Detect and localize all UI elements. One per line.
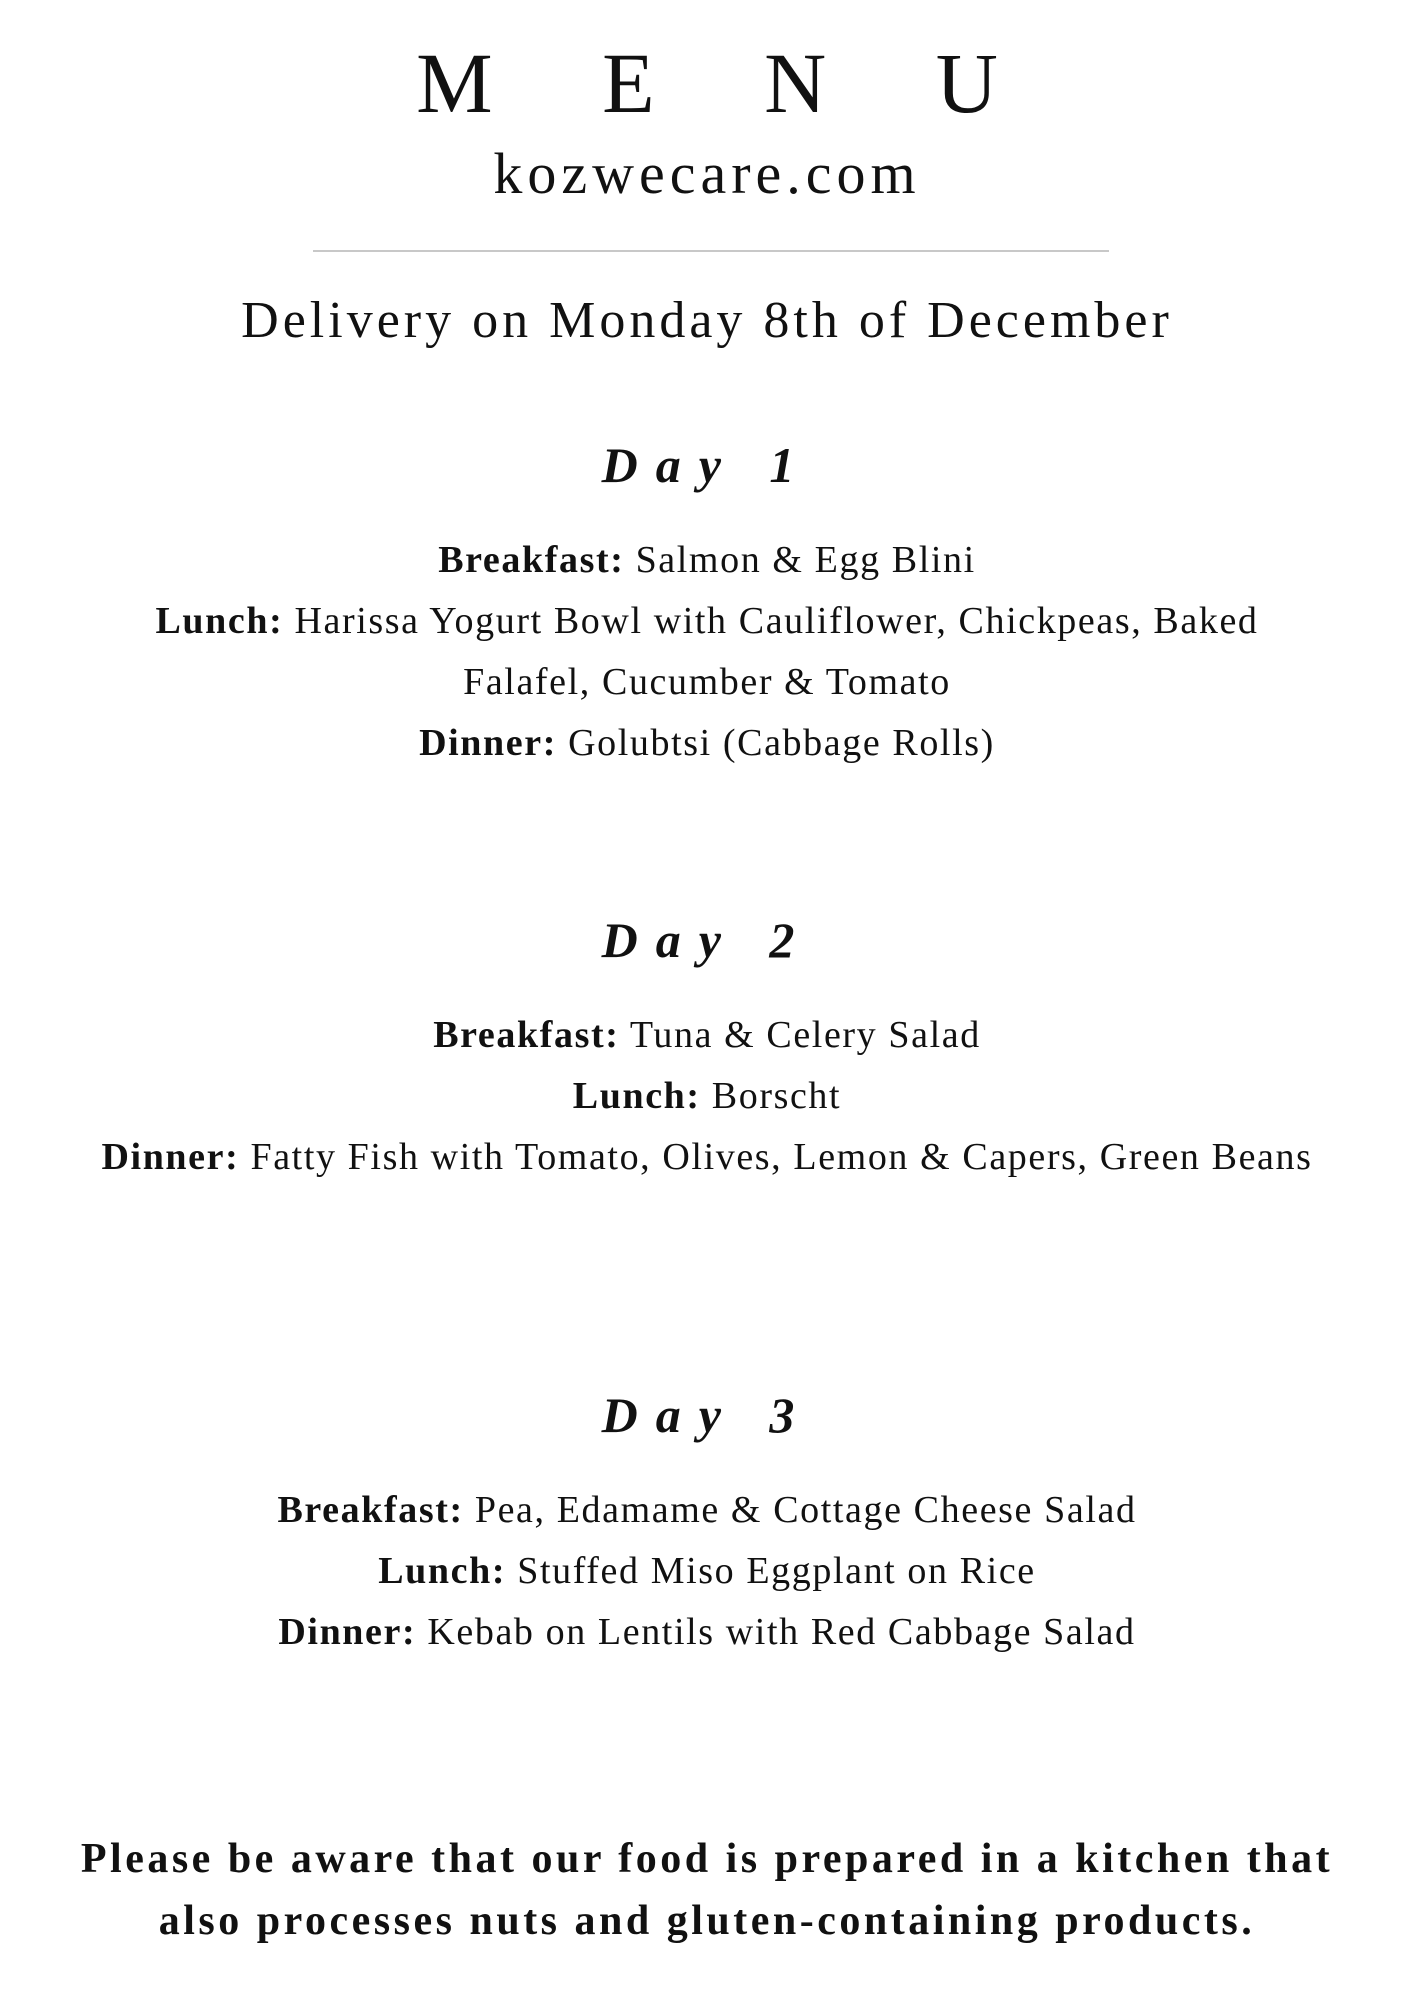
day-title: Day 1: [601, 437, 813, 493]
meal-label: Breakfast:: [277, 1489, 464, 1531]
meal-dish: Pea, Edamame & Cottage Cheese Salad: [474, 1489, 1137, 1531]
meal-dinner: [90, 713, 1324, 774]
meal-label: Lunch:: [572, 1075, 701, 1117]
day-section-1: [90, 437, 1324, 774]
meal-lunch: [90, 1066, 1324, 1127]
meal-dish: Borscht: [711, 1075, 842, 1117]
meal-lunch: [90, 1541, 1324, 1602]
meal-label: Dinner:: [101, 1136, 240, 1178]
meal-label: Breakfast:: [438, 539, 625, 581]
meal-breakfast: [90, 1005, 1324, 1066]
header-divider: [313, 250, 1109, 252]
meal-dish: Fatty Fish with Tomato, Olives, Lemon & Capers, Green Beans: [250, 1136, 1313, 1178]
website-label: kozwecare.com: [493, 141, 921, 206]
meal-lunch: [90, 591, 1324, 713]
meal-label: Lunch:: [378, 1550, 507, 1592]
meal-label: Breakfast:: [433, 1014, 620, 1056]
meal-label: Lunch:: [155, 600, 284, 642]
meal-dish: Golubtsi (Cabbage Rolls): [568, 722, 995, 764]
meal-dinner: [90, 1602, 1324, 1663]
meal-dish: Kebab on Lentils with Red Cabbage Salad: [427, 1611, 1136, 1653]
day-title: Day 3: [601, 1387, 813, 1443]
delivery-date: Delivery on Monday 8th of December: [241, 292, 1173, 349]
meal-dish: Salmon & Egg Blini: [635, 539, 976, 581]
meal-breakfast: [90, 530, 1324, 591]
day-section-2: [90, 912, 1324, 1188]
day-title: Day 2: [601, 912, 813, 968]
meal-dish: Harissa Yogurt Bowl with Cauliflower, Chickpeas, Baked Falafel, Cucumber & Tomato: [294, 600, 1259, 703]
meal-dish: Tuna & Celery Salad: [629, 1014, 981, 1056]
meal-breakfast: [90, 1480, 1324, 1541]
meal-label: Dinner:: [419, 722, 557, 764]
meal-dish: Stuffed Miso Eggplant on Rice: [517, 1550, 1036, 1592]
meal-label: Dinner:: [278, 1611, 417, 1653]
day-section-3: [90, 1387, 1324, 1663]
allergen-notice: Please be aware that our food is prepared in a kitchen that also processes nuts and gluten-containing products.: [80, 1836, 1334, 1944]
menu-title: M E N U: [416, 35, 1042, 131]
meal-dinner: [90, 1127, 1324, 1188]
